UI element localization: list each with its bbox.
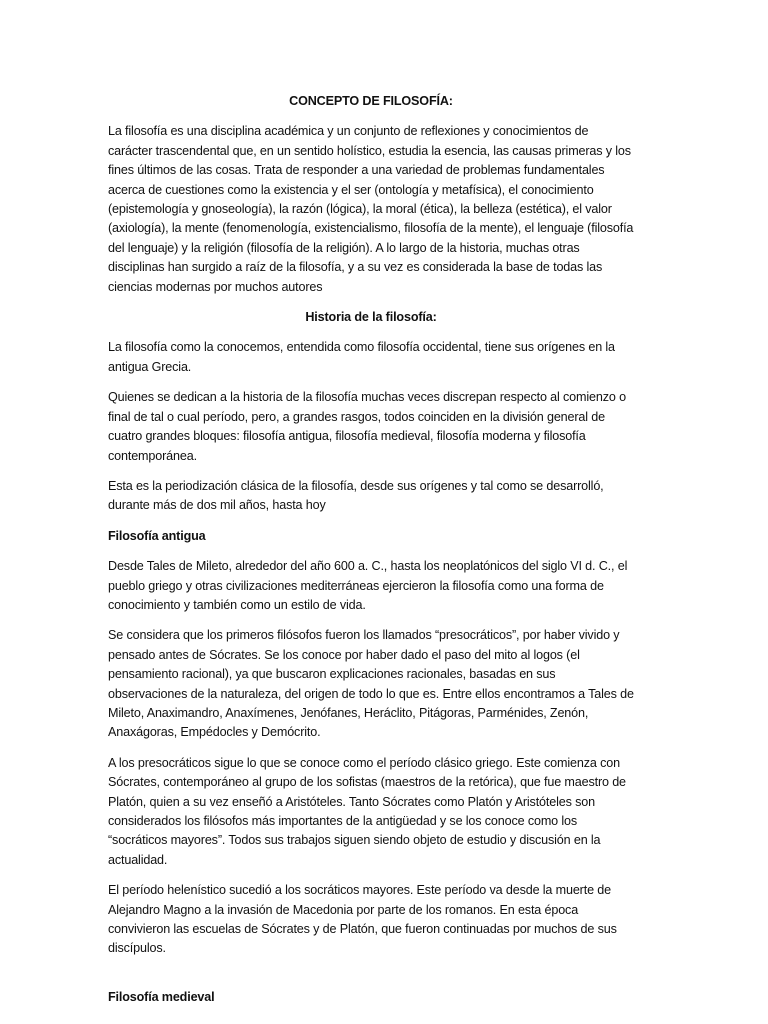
history-paragraph-3: Esta es la periodización clásica de la filosofía, desde sus orígenes y tal como se desarrolló, durante más de dos mil años, hasta hoy xyxy=(108,478,604,513)
ancient-paragraph-2: Se considera que los primeros filósofos fueron los llamados “presocráticos”, por haber vivido y pensado antes de Sócrates. Se los conoce por haber dado el paso del mito al logos (el pensamiento racional), ya que buscaron explicaciones racionales, basadas en sus observaciones de la naturaleza, del origen de todo lo que es. Entre ellos encontramos a Tales de Mileto, Anaximandro, Anaxímenes, Jenófanes, Heráclito, Pitágoras, Parménides, Zenón, Anaxágoras, Empédocles y Demócrito. xyxy=(108,628,634,740)
section-spacer xyxy=(108,970,634,988)
document-page xyxy=(108,92,634,1018)
document-title: CONCEPTO DE FILOSOFÍA: xyxy=(289,94,453,108)
ancient-paragraph-1: Desde Tales de Mileto, alrededor del año 600 a. C., hasta los neoplatónicos del siglo VI d. C., el pueblo griego y otras civilizaciones mediterráneas ejercieron la filosofía como una forma de conocimiento y también como un estilo de vida. xyxy=(108,559,628,612)
medieval-heading: Filosofía medieval xyxy=(108,989,215,1004)
intro-paragraph: La filosofía es una disciplina académica y un conjunto de reflexiones y conocimientos de carácter trascendental que, en un sentido holístico, estudia la esencia, las causas primeras y los fines últimos de las cosas. Trata de responder a una variedad de problemas fundamentales acerca de cuestiones como la existencia y el ser (ontología y metafísica), el conocimiento (epistemología y gnoseología), la razón (lógica), la moral (ética), la belleza (estética), el valor (axiología), la mente (fenomenología, existencialismo, filosofía de la mente), el lenguaje (filosofía del lenguaje) y la religión (filosofía de la religión). A lo largo de la historia, muchas otras disciplinas han surgido a raíz de la filosofía, y a su vez es considerada la base de todas las ciencias modernas por muchos autores xyxy=(108,124,634,294)
history-paragraph-1: La filosofía como la conocemos, entendida como filosofía occidental, tiene sus orígenes en la antigua Grecia. xyxy=(108,340,615,374)
history-paragraph-2: Quienes se dedican a la historia de la filosofía muchas veces discrepan respecto al comienzo o final de tal o cual período, pero, a grandes rasgos, todos coinciden en la división general de cuatro grandes bloques: filosofía antigua, filosofía medieval, filosofía moderna y filosofía contemporánea. xyxy=(108,390,626,463)
history-heading: Historia de la filosofía: xyxy=(305,310,437,325)
ancient-paragraph-3: A los presocráticos sigue lo que se conoce como el período clásico griego. Este comienza con Sócrates, contemporáneo al grupo de los sofistas (maestros de la retórica), que fue maestro de Platón, quien a su vez enseñó a Aristóteles. Tanto Sócrates como Platón y Aristóteles son considerados los filósofos más importantes de la antigüedad y se los conoce como los “socráticos mayores”. Todos sus trabajos siguen siendo objeto de estudio y discusión en la actualidad. xyxy=(108,755,626,867)
ancient-paragraph-4: El período helenístico sucedió a los socráticos mayores. Este período va desde la muerte de Alejandro Magno a la invasión de Macedonia por parte de los romanos. En esta época convivieron las escuelas de Sócrates y de Platón, que fueron continuadas por muchos de sus discípulos. xyxy=(108,883,617,956)
ancient-heading: Filosofía antigua xyxy=(108,528,206,543)
